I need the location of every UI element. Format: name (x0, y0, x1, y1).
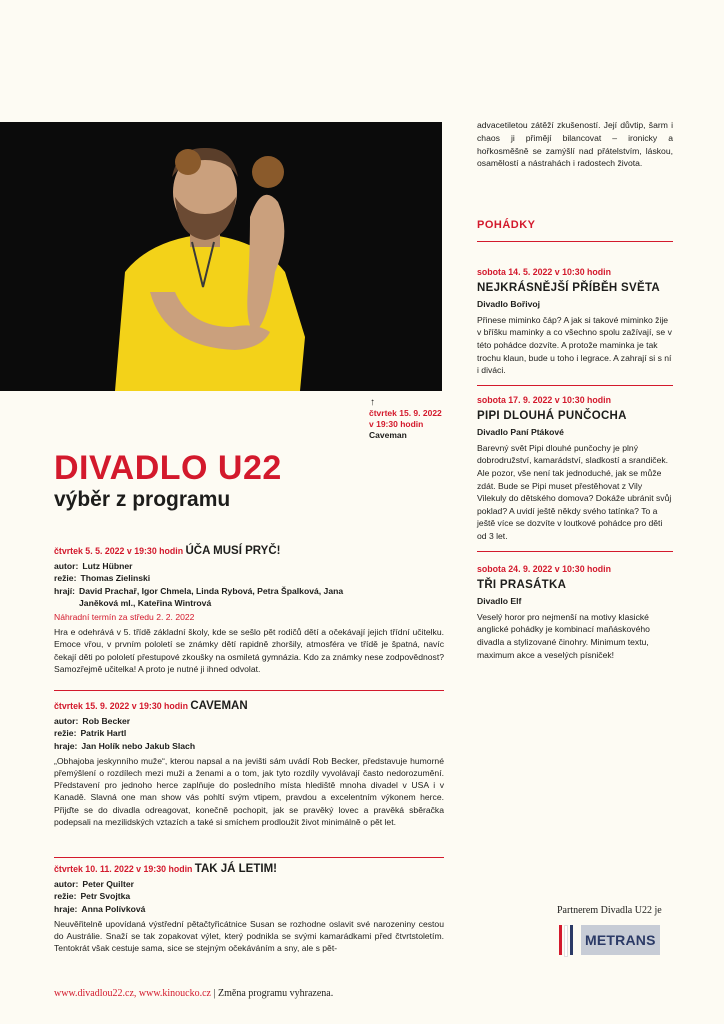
credit-value: Patrik Hartl (80, 728, 127, 739)
credit-row (54, 890, 444, 902)
credit-row (54, 572, 444, 584)
caption-date: čtvrtek 15. 9. 2022 (369, 408, 442, 418)
credit-label: hraje: (54, 903, 78, 914)
event-date: čtvrtek 10. 11. 2022 v 19:30 hodin (54, 864, 193, 874)
event-description: „Obhajoba jeskynního muže“, kterou napsal a na jevišti sám uvádí Rob Becker, představuje humorné přemýšlení o rozdílech mezi muži a ženami a o tom, jak tyto rozdíly vyvolávají často nedorozumění. Představení pro jednoho herce zaplňuje do posledního místa hlediště mnoha divadel v USA i v Kanadě. Slavná one man show vás pohltí svým vtipem, pravdou a excelentním výkonem herce. Přijďte se do divadla odreagovat, konečně pochopit, jak se pravěký lovec a pravěká sběračka podepsali na mezilidských vztazích a také si smíchem prodloužit život minimálně o pět let. (54, 755, 444, 827)
footer-links[interactable]: www.divadlou22.cz, www.kinoucko.cz (54, 988, 211, 999)
event-caveman (54, 700, 444, 828)
credit-value: Thomas Zielinski (80, 573, 151, 584)
credit-row (54, 715, 444, 727)
credit-label: režie: (54, 891, 77, 902)
caption-time: v 19:30 hodin (369, 419, 424, 429)
credit-label: hrají: (54, 585, 76, 596)
fairy-tale-description: Přinese miminko čáp? A jak si takové miminko žije v bříšku maminky a co všechno spolu zažívají, se v této pohádce dozvíte. A protože maminka je tak trochu klaun, bude u toho i legrace. A zahrají si s ní i diváci. (477, 314, 672, 376)
photo-caption (369, 398, 459, 441)
fairy-tale-date: sobota 24. 9. 2022 v 10:30 hodin (477, 564, 611, 574)
fairy-tale-title: TŘI PRASÁTKA (477, 578, 567, 591)
caption-title: Caveman (369, 430, 407, 440)
actor-photo (0, 122, 442, 391)
divider (477, 241, 673, 242)
footer-note: Změna programu vyhrazena. (218, 988, 334, 999)
continued-text: advacetiletou zátěží zkušeností. Její důvtip, šarm i chaos ji přimějí bilancovat – ironicky a hořkosměšně se zamýšlí nad přátelstvím, láskou, osamělostí a nástrahách i radostech života. (477, 120, 673, 169)
credit-row (54, 585, 444, 609)
actor-illustration (0, 122, 442, 391)
fairy-tale-item (477, 563, 673, 661)
credit-value: Rob Becker (82, 716, 131, 727)
event-date: čtvrtek 5. 5. 2022 v 19:30 hodin (54, 546, 184, 556)
partner-label: Partnerem Divadla U22 je (557, 905, 662, 916)
event-title: CAVEMAN (190, 700, 248, 712)
fairy-tale-date: sobota 14. 5. 2022 v 10:30 hodin (477, 267, 611, 277)
credit-row (54, 727, 444, 739)
divider (477, 385, 673, 386)
divider (54, 690, 444, 691)
page-subtitle: výběr z programu (54, 488, 231, 511)
credit-value: Lutz Hübner (82, 561, 133, 572)
credit-label: režie: (54, 573, 77, 584)
credit-label: režie: (54, 728, 77, 739)
event-note: Náhradní termín za středu 2. 2. 2022 (54, 612, 195, 623)
fairy-tale-title: PIPI DLOUHÁ PUNČOCHA (477, 409, 627, 422)
credit-label: autor: (54, 879, 79, 890)
credit-row (54, 740, 444, 752)
event-uca-musi-pryc (54, 545, 444, 675)
logo-stripes-icon (559, 925, 575, 955)
credit-value: Peter Quilter (82, 879, 134, 890)
fairy-tale-company: Divadlo Elf (477, 596, 522, 607)
credit-value: David Prachař, Igor Chmela, Linda Rybová, Petra Špalková, Jana Janěková ml., Kateřina Wintrová (79, 585, 344, 608)
credit-row (54, 903, 444, 915)
footer-separator: | (211, 988, 219, 999)
fairy-tale-description: Barevný svět Pipi dlouhé punčochy je plný dobrodružství, kamarádství, sladkostí a srandiček. Ale pozor, vše není tak jednoduché, jak se může zdát. Bude se Pipi muset přestěhovat z Vily Vilekuly do dětského domova? Dokáže ubránit svůj poklad? A uvidí ještě někdy svého tatínka? To a ještě více se dozvíte v loutkové pohádce pro děti od 3 let. (477, 442, 672, 541)
fairy-tale-company: Divadlo Paní Ptákové (477, 427, 564, 438)
credit-label: autor: (54, 561, 79, 572)
fairy-tale-company: Divadlo Bořivoj (477, 299, 541, 310)
credit-label: hraje: (54, 740, 78, 751)
event-title: ÚČA MUSÍ PRYČ! (185, 545, 281, 557)
credit-row (54, 878, 444, 890)
divider (477, 551, 673, 552)
page-title: DIVADLO U22 (54, 449, 282, 487)
event-description: Neuvěřitelně upovídaná výstřední pětačtyřicátnice Susan se rozhodne oslavit své narozeniny cestou do Austrálie. Snaží se tak zopakovat výlet, který podnikla se svými kamarádkami před čtvrtstoletím. Tentokrát však cestuje sama, sice se stejným očekáváním a sny, ale s pět- (54, 918, 444, 954)
event-tak-ja-letim (54, 863, 444, 954)
fairy-tale-description: Veselý horor pro nejmenší na motivy klasické anglické pohádky je kombinací maňáskového divadla a stylizované činohry. Minimum textu, maximum akce a veselých písniček! (477, 611, 650, 660)
logo-wordmark: METRANS (581, 925, 660, 955)
metrans-logo (559, 924, 672, 956)
credit-value: Petr Svojtka (80, 891, 131, 902)
fairy-tale-date: sobota 17. 9. 2022 v 10:30 hodin (477, 395, 611, 405)
event-description: Hra e odehrává v 5. třídě základní školy, kde se sešlo pět rodičů dětí a očekávají jejich třídní učitelku. Emoce vřou, v prvním pololetí se známky dětí rapidně zhoršily, atmosféra ve třídě je špatná, navíc čekají děti po pololetí přestupové zkoušky na osmiletá gymnázia. Kdo za známky nese zodpovědnost? Samozřejmě učitelka! A proto je nutné ji ihned odvolat. (54, 627, 444, 674)
credit-row (54, 560, 444, 572)
event-date: čtvrtek 15. 9. 2022 v 19:30 hodin (54, 701, 188, 711)
section-heading-pohadky: POHÁDKY (477, 219, 536, 231)
credit-value: Anna Polívková (81, 903, 146, 914)
divider (54, 857, 444, 858)
event-title: TAK JÁ LETIM! (194, 863, 277, 875)
arrow-up-icon: ↑ (370, 397, 375, 408)
fairy-tale-title: NEJKRÁSNĚJŠÍ PŘÍBĚH SVĚTA (477, 281, 661, 294)
footer (54, 988, 333, 999)
credit-value: Jan Holík nebo Jakub Slach (81, 740, 196, 751)
fairy-tale-item (477, 266, 673, 377)
fairy-tale-item (477, 394, 673, 543)
credit-label: autor: (54, 716, 79, 727)
